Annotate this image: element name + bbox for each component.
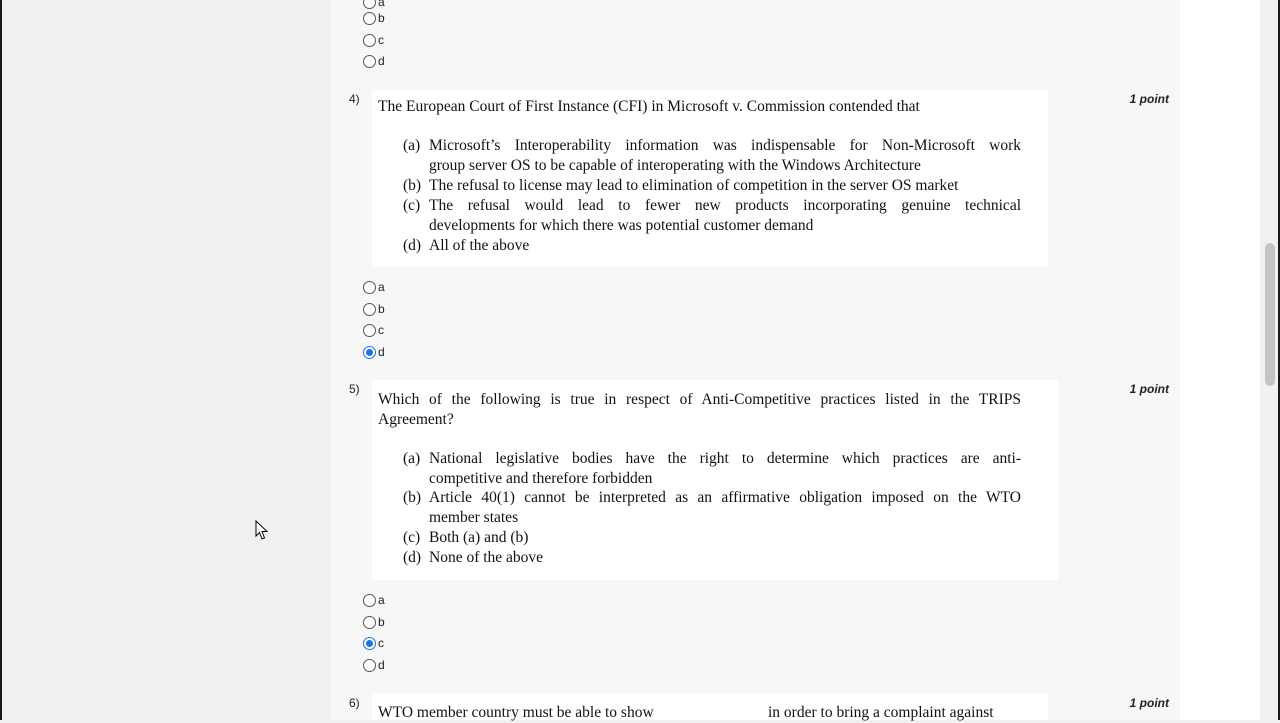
option-label: b (378, 615, 385, 629)
choice-mark: (c) (403, 197, 421, 214)
prev-option-a[interactable] (363, 0, 385, 10)
question-text-part1: WTO member country must be able to show (378, 704, 654, 721)
choice-mark: (d) (403, 549, 422, 566)
option-label: d (378, 345, 385, 359)
choice-text-line1: The refusal would lead to fewer new products incorporating genuine technical (429, 197, 1021, 214)
choice-text-line2: member states (429, 509, 519, 526)
option-label: b (378, 11, 385, 25)
choice-text-line1: Both (a) and (b) (429, 529, 529, 546)
choice-mark: (a) (403, 450, 421, 467)
question-number: 5) (349, 382, 360, 396)
prev-option-c[interactable] (363, 32, 384, 48)
radio-button[interactable] (363, 594, 376, 607)
page-edge-left (0, 0, 2, 720)
q5-option-c[interactable] (363, 635, 384, 651)
choice-text-line1: Microsoft’s Interoperability information was indispensable for Non-Microsoft work (429, 137, 1021, 154)
radio-button[interactable] (363, 616, 376, 629)
choice-text-line1: All of the above (429, 237, 530, 254)
option-label: a (378, 593, 385, 607)
question-points: 1 point (1129, 696, 1169, 710)
option-label: c (378, 323, 384, 337)
radio-button[interactable] (363, 34, 376, 47)
question-points: 1 point (1129, 92, 1169, 106)
radio-button[interactable] (363, 324, 376, 337)
choice-text-line1: National legislative bodies have the right to determine which practices are anti- (429, 450, 1021, 467)
q4-option-b[interactable] (363, 301, 385, 317)
choice-mark: (b) (403, 489, 422, 506)
q4-option-a[interactable] (363, 279, 385, 295)
choice-mark: (b) (403, 177, 422, 194)
option-label: a (378, 280, 385, 294)
choice-text-line1: The refusal to license may lead to elimination of competition in the server OS market (429, 177, 959, 194)
radio-button[interactable] (363, 12, 376, 25)
radio-button[interactable] (363, 659, 376, 672)
choice-mark: (c) (403, 529, 421, 546)
option-label: c (378, 33, 384, 47)
q4-option-c[interactable] (363, 322, 384, 338)
q5-option-a[interactable] (363, 592, 385, 608)
choice-text-line2: competitive and therefore forbidden (429, 470, 653, 487)
choice-mark: (d) (403, 237, 422, 254)
radio-button[interactable] (363, 0, 376, 9)
choice-text-line1: None of the above (429, 549, 544, 566)
radio-button[interactable] (363, 303, 376, 316)
option-label: c (378, 636, 384, 650)
radio-button-selected[interactable] (363, 346, 376, 359)
radio-button[interactable] (363, 55, 376, 68)
radio-button-selected[interactable] (363, 637, 376, 650)
q5-option-d[interactable] (363, 657, 385, 673)
option-label: d (378, 54, 385, 68)
choice-mark: (a) (403, 137, 421, 154)
question-text: The European Court of First Instance (CFI) in Microsoft v. Commission contended that (378, 98, 920, 115)
question-text-part2: in order to bring a complaint against (768, 704, 994, 721)
q5-option-b[interactable] (363, 614, 385, 630)
right-margin (1180, 0, 1260, 720)
question-text-line1: Which of the following is true in respect of Anti-Competitive practices listed in the TRIPS (378, 391, 1021, 408)
radio-button[interactable] (363, 281, 376, 294)
scrollbar-thumb[interactable] (1265, 243, 1275, 386)
option-label: a (378, 0, 385, 9)
prev-option-d[interactable] (363, 53, 385, 69)
question-points: 1 point (1129, 382, 1169, 396)
question-text-line2: Agreement? (378, 411, 454, 428)
option-label: b (378, 302, 385, 316)
q4-option-d[interactable] (363, 344, 385, 360)
question-number: 4) (349, 92, 360, 106)
choice-text-line2: group server OS to be capable of interoperating with the Windows Architecture (429, 157, 921, 174)
prev-option-b[interactable] (363, 10, 385, 26)
option-label: d (378, 658, 385, 672)
choice-text-line2: developments for which there was potential customer demand (429, 217, 814, 234)
question-card (372, 694, 1048, 720)
question-card (372, 90, 1048, 266)
question-number: 6) (349, 696, 360, 710)
question-card (372, 380, 1058, 580)
mouse-pointer-icon (255, 520, 269, 542)
choice-text-line1: Article 40(1) cannot be interpreted as an affirmative obligation imposed on the WTO (429, 489, 1021, 506)
